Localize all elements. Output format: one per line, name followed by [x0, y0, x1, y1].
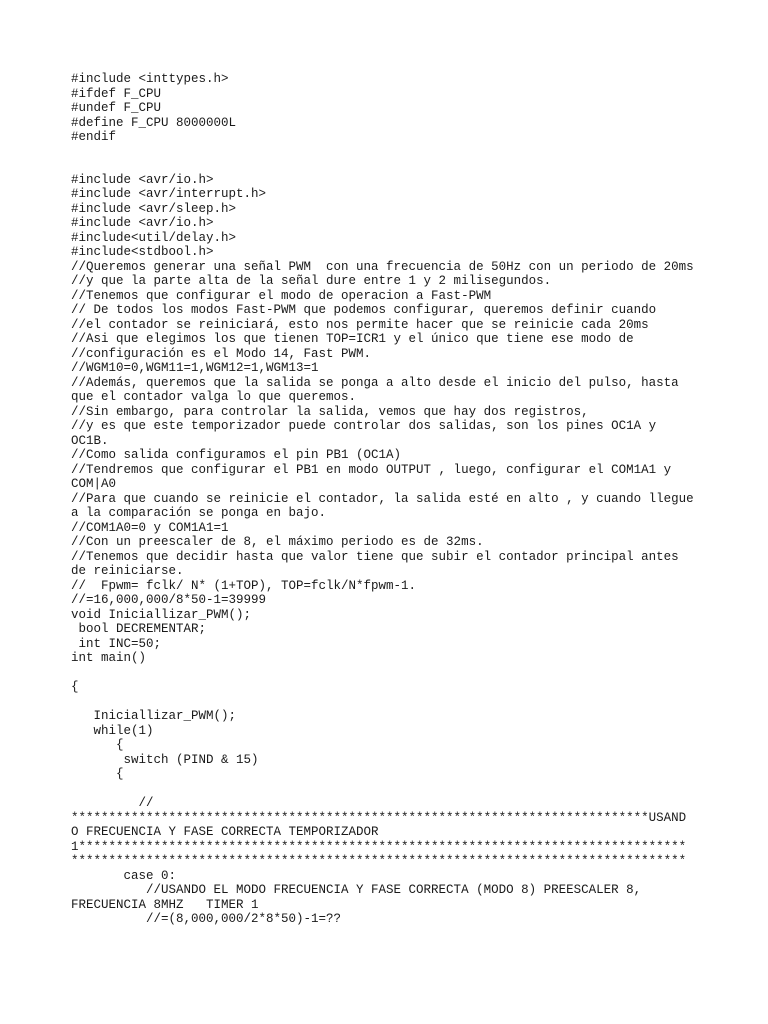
code-line: #include <avr/io.h>: [71, 216, 214, 230]
code-line: #endif: [71, 130, 117, 144]
blank-gap: [71, 666, 701, 681]
code-comment-line: //Con un preescaler de 8, el máximo periodo es de 32ms.: [71, 535, 484, 549]
code-line: #include <avr/io.h>: [71, 172, 214, 187]
code-comment-line: *****************************************************************************USAND: [71, 810, 687, 825]
code-line: switch (PIND & 15): [71, 752, 259, 767]
code-comment-line: //Para que cuando se reinicie el contador, la salida esté en alto , y cuando llegue: [71, 491, 694, 506]
code-line: void Iniciallizar_PWM();: [71, 607, 252, 622]
code-line: case 0:: [71, 868, 177, 883]
code-comment-line: //y es que este temporizador puede controlar dos salidas, son los pines OC1A y: [71, 419, 657, 433]
blank-gap: [71, 695, 701, 710]
code-line: #ifdef F_CPU: [71, 86, 162, 101]
code-comment-line: // Fpwm= fclk/ N* (1+TOP), TOP=fclk/N*fpwm-1.: [71, 578, 417, 593]
code-comment-line: **********************************************************************************: [71, 854, 687, 868]
code-comment-line: //USANDO EL MODO FRECUENCIA Y FASE CORRECTA (MODO 8) PREESCALER 8,: [71, 883, 642, 897]
code-comment-line: COM|A0: [71, 477, 117, 491]
code-comment-line: //Sin embargo, para controlar la salida, vemos que hay dos registros,: [71, 404, 589, 419]
code-line: {: [71, 767, 124, 781]
code-comment-line: 1*********************************************************************************: [71, 839, 687, 854]
code-comment-line: OC1B.: [71, 433, 109, 448]
code-comment-line: //Tenemos que decidir hasta que valor tiene que subir el contador principal antes: [71, 549, 679, 564]
code-line: #include <inttypes.h>: [71, 72, 229, 86]
code-comment-line: //=(8,000,000/2*8*50)-1=??: [71, 912, 342, 926]
code-line: bool DECREMENTAR;: [71, 622, 207, 636]
code-line: #include<util/delay.h>: [71, 230, 237, 245]
code-comment-line: FRECUENCIA 8MHZ TIMER 1: [71, 897, 259, 912]
source-code-block: [71, 72, 701, 927]
code-comment-line: que el contador valga lo que queremos.: [71, 390, 357, 404]
code-line: {: [71, 738, 124, 752]
code-line: int main(): [71, 651, 147, 665]
code-line: #include<stdbool.h>: [71, 245, 214, 259]
code-comment-line: //WGM10=0,WGM11=1,WGM12=1,WGM13=1: [71, 361, 319, 375]
code-comment-line: //COM1A0=0 y COM1A1=1: [71, 520, 229, 535]
code-line: #include <avr/interrupt.h>: [71, 187, 267, 201]
blank-gap: [71, 145, 701, 173]
code-comment-line: //Asi que elegimos los que tienen TOP=ICR1 y el único que tiene ese modo de: [71, 332, 634, 346]
code-line: int INC=50;: [71, 636, 162, 651]
code-comment-line: //Como salida configuramos el pin PB1 (OC1A): [71, 448, 402, 462]
code-comment-line: O FRECUENCIA Y FASE CORRECTA TEMPORIZADOR: [71, 825, 379, 839]
code-line: #undef F_CPU: [71, 101, 162, 115]
code-comment-line: //: [71, 796, 154, 810]
blank-gap: [71, 782, 701, 797]
code-line: Iniciallizar_PWM();: [71, 709, 237, 723]
code-comment-line: //Además, queremos que la salida se ponga a alto desde el inicio del pulso, hasta: [71, 375, 679, 390]
code-comment-line: //configuración es el Modo 14, Fast PWM.: [71, 346, 372, 361]
code-comment-line: //y que la parte alta de la señal dure entre 1 y 2 milisegundos.: [71, 274, 552, 288]
code-comment-line: //Queremos generar una señal PWM con una frecuencia de 50Hz con un periodo de 20ms: [71, 259, 694, 274]
code-line: while(1): [71, 723, 154, 738]
code-comment-line: a la comparación se ponga en bajo.: [71, 506, 327, 520]
code-comment-line: //=16,000,000/8*50-1=39999: [71, 593, 267, 607]
code-line: #include <avr/sleep.h>: [71, 201, 237, 216]
code-comment-line: //Tendremos que configurar el PB1 en modo OUTPUT , luego, configurar el COM1A1 y: [71, 462, 672, 477]
code-comment-line: // De todos los modos Fast-PWM que podemos configurar, queremos definir cuando: [71, 303, 657, 317]
code-line: {: [71, 680, 79, 694]
code-comment-line: //Tenemos que configurar el modo de operacion a Fast-PWM: [71, 288, 492, 303]
code-comment-line: //el contador se reiniciará, esto nos permite hacer que se reinicie cada 20ms: [71, 317, 649, 332]
code-line: #define F_CPU 8000000L: [71, 115, 237, 130]
code-comment-line: de reiniciarse.: [71, 564, 184, 578]
